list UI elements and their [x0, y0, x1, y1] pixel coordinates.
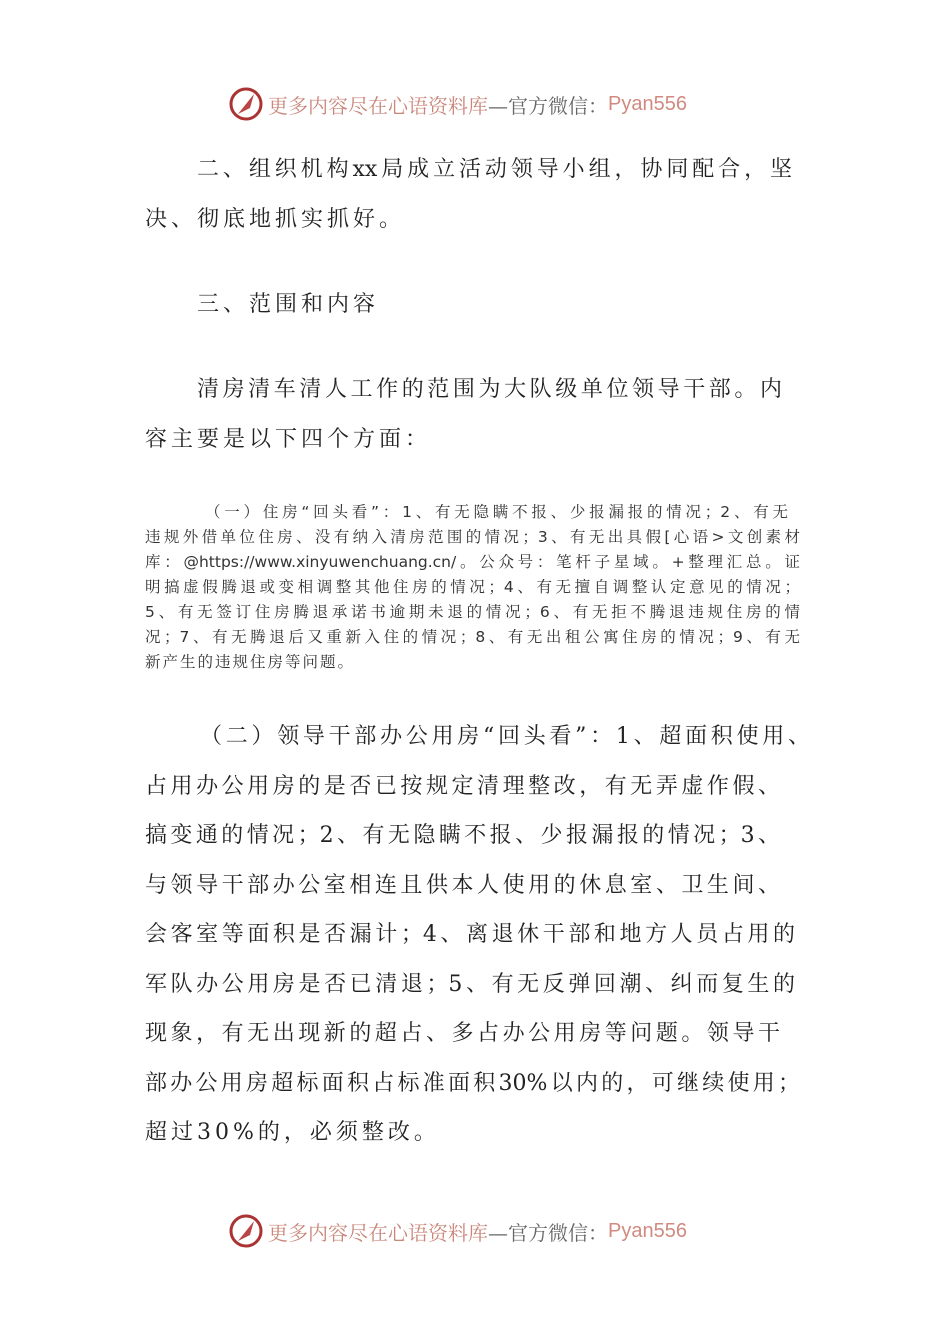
small-paragraph-line: 明搞虚假腾退或变相调整其他住房的情况；4、有无擅自调整认定意见的情况；	[145, 578, 800, 596]
small-paragraph-line: 违规外借单位住房、没有纳入清房范围的情况；3、有无出具假[心语>文创素材	[145, 528, 800, 546]
small-paragraph-line: 5、有无签订住房腾退承诺书逾期未退的情况；6、有无拒不腾退违规住房的情	[145, 603, 800, 621]
banner-wechat-label: —官方微信：	[488, 1220, 608, 1245]
paragraph-line: 军队办公用房是否已清退；5、有无反弹回潮、纠而复生的	[145, 972, 795, 997]
paragraph-line: 部办公用房超标面积占标准面积30%以内的，可继续使用；	[145, 1071, 800, 1096]
small-paragraph-line: 新产生的违规住房等问题。	[145, 653, 356, 671]
paragraph-line: 超过30%的，必须整改。	[145, 1120, 440, 1145]
paragraph-line: 占用办公用房的是否已按规定清理整改，有无弄虚作假、	[145, 774, 780, 799]
paragraph-line: 决、彻底地抓实抓好。	[145, 207, 406, 232]
banner-wechat-id: Pyan556	[608, 1219, 687, 1242]
banner-text: 更多内容尽在心语资料库	[268, 93, 488, 118]
paragraph-line: 搞变通的情况；2、有无隐瞒不报、少报漏报的情况；3、	[145, 823, 780, 848]
section-heading: 三、范围和内容	[197, 292, 380, 317]
banner-wechat-label: —官方微信：	[488, 93, 608, 118]
paragraph-line: 现象，有无出现新的超占、多占办公用房等问题。领导干	[145, 1021, 780, 1046]
quill-logo-icon	[228, 1213, 264, 1249]
paragraph-line: 会客室等面积是否漏计；4、离退休干部和地方人员占用的	[145, 922, 795, 947]
small-paragraph-line: （一）住房“回头看”：1、有无隐瞒不报、少报漏报的情况；2、有无	[205, 503, 788, 521]
header-banner	[228, 82, 718, 126]
quill-logo-icon	[228, 86, 264, 122]
paragraph-line: 容主要是以下四个方面：	[145, 427, 432, 452]
paragraph-line: 二、组织机构xx局成立活动领导小组，协同配合，坚	[197, 157, 792, 182]
paragraph-line: （二）领导干部办公用房“回头看”：1、超面积使用、	[200, 724, 810, 749]
footer-banner	[228, 1209, 718, 1253]
small-paragraph-line: 况；7、有无腾退后又重新入住的情况；8、有无出租公寓住房的情况；9、有无	[145, 628, 800, 646]
banner-text: 更多内容尽在心语资料库	[268, 1220, 488, 1245]
paragraph-line: 清房清车清人工作的范围为大队级单位领导干部。内	[197, 377, 782, 402]
small-paragraph-line: 库：@https://www.xinyuwenchuang.cn/。公众号：笔杆子星域。+整理汇总。证	[145, 553, 800, 571]
paragraph-line: 与领导干部办公室相连且供本人使用的休息室、卫生间、	[145, 873, 780, 898]
banner-wechat-id: Pyan556	[608, 92, 687, 115]
